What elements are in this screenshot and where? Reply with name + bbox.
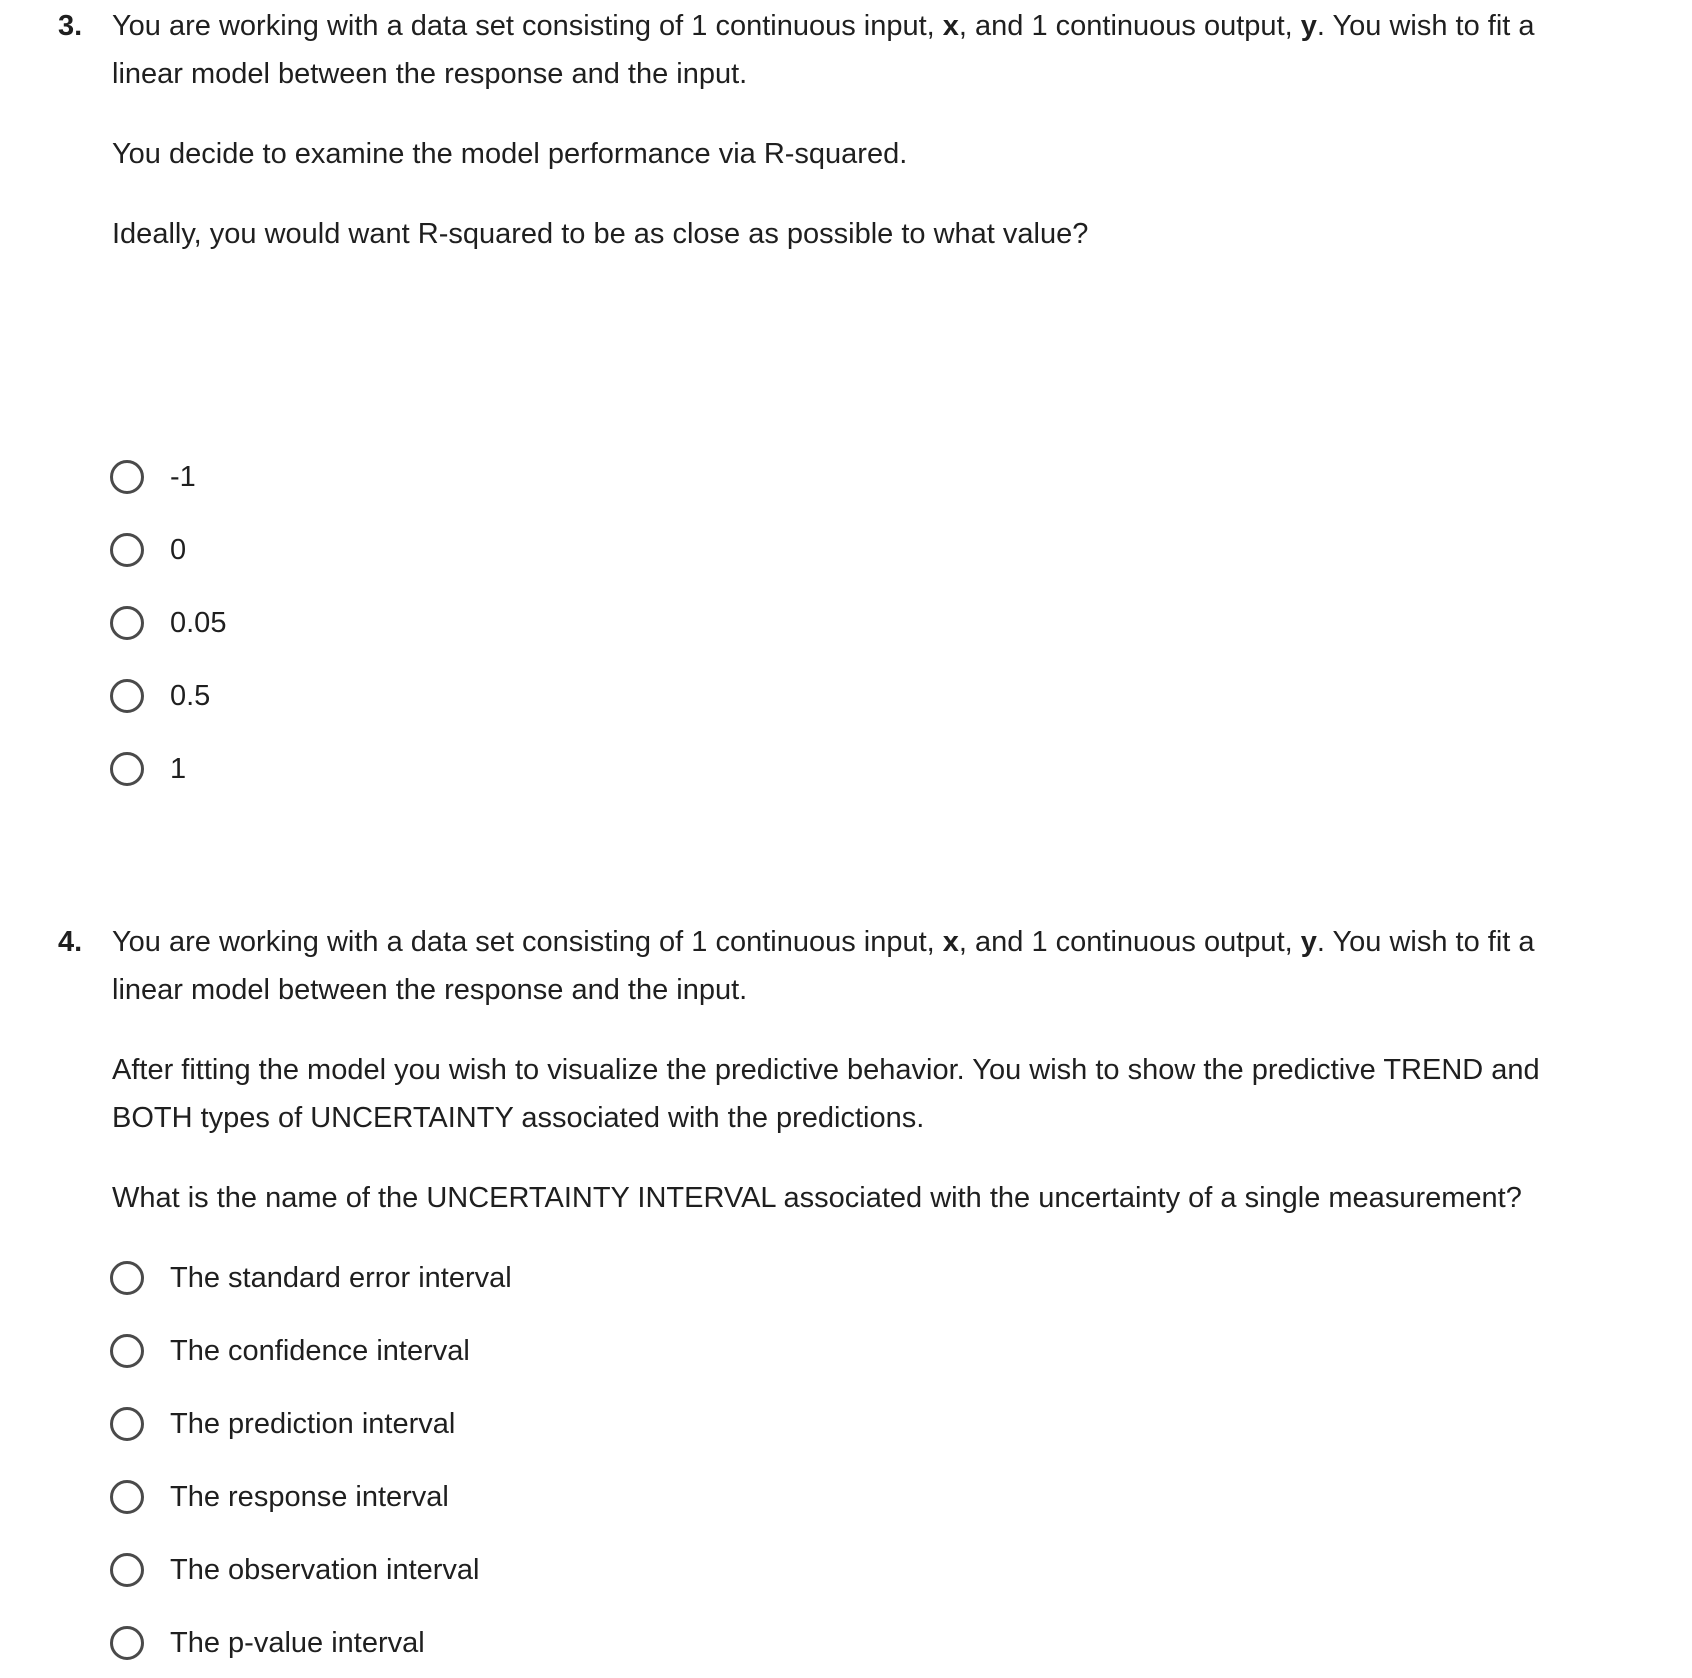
option-q4-e[interactable] <box>110 1550 512 1590</box>
variable-x: x <box>942 926 959 958</box>
option-q4-b[interactable] <box>110 1331 512 1371</box>
radio-button-icon[interactable] <box>110 1480 144 1514</box>
radio-button-icon[interactable] <box>110 1334 144 1368</box>
option-label: The observation interval <box>170 1554 480 1586</box>
option-q4-d[interactable] <box>110 1477 512 1517</box>
radio-button-icon[interactable] <box>110 1553 144 1587</box>
intro-text: You are working with a data set consisting of 1 continuous input, <box>112 926 943 958</box>
question-prompt: Ideally, you would want R-squared to be as close as possible to what value? <box>112 218 1089 250</box>
answer-options-q4 <box>110 1258 512 1663</box>
radio-button-icon[interactable] <box>110 1407 144 1441</box>
variable-x: x <box>942 10 959 42</box>
question-intro <box>112 2 1612 98</box>
question-paragraph: After fitting the model you wish to visualize the predictive behavior. You wish to show the predictive TREND and BOTH types of UNCERTAINTY associated with the predictions. <box>112 1054 1540 1134</box>
variable-y: y <box>1300 10 1317 42</box>
option-q3-a[interactable] <box>110 457 226 497</box>
variable-y: y <box>1300 926 1317 958</box>
option-label: 1 <box>170 753 187 785</box>
radio-button-icon[interactable] <box>110 679 144 713</box>
option-q3-b[interactable] <box>110 530 226 570</box>
option-label: 0 <box>170 534 187 566</box>
question-number: 3. <box>58 10 83 42</box>
intro-text: , and 1 continuous output, <box>958 926 1301 958</box>
question-intro <box>112 918 1612 1014</box>
radio-button-icon[interactable] <box>110 606 144 640</box>
answer-options-q3 <box>110 457 226 789</box>
question-body <box>112 2 1612 258</box>
question-number: 4. <box>58 926 83 958</box>
option-q3-e[interactable] <box>110 749 226 789</box>
option-q3-d[interactable] <box>110 676 226 716</box>
option-q4-a[interactable] <box>110 1258 512 1298</box>
option-label: The response interval <box>170 1481 449 1513</box>
option-label: The p-value interval <box>170 1627 425 1659</box>
radio-button-icon[interactable] <box>110 1626 144 1660</box>
question-prompt: What is the name of the UNCERTAINTY INTERVAL associated with the uncertainty of a single measurement? <box>112 1182 1522 1214</box>
option-label: The confidence interval <box>170 1335 470 1367</box>
option-label: The standard error interval <box>170 1262 512 1294</box>
option-label: 0.05 <box>170 607 227 639</box>
option-q4-c[interactable] <box>110 1404 512 1444</box>
radio-button-icon[interactable] <box>110 1261 144 1295</box>
intro-text: . You wish to fit a linear model between the response and the input. <box>112 926 1535 1006</box>
radio-button-icon[interactable] <box>110 533 144 567</box>
option-q4-f[interactable] <box>110 1623 512 1663</box>
option-label: The prediction interval <box>170 1408 456 1440</box>
question-body <box>112 918 1612 1222</box>
option-label: 0.5 <box>170 680 211 712</box>
option-label: -1 <box>170 461 196 493</box>
intro-text: , and 1 continuous output, <box>958 10 1301 42</box>
intro-text: . You wish to fit a linear model between the response and the input. <box>112 10 1535 90</box>
radio-button-icon[interactable] <box>110 460 144 494</box>
intro-text: You are working with a data set consisting of 1 continuous input, <box>112 10 943 42</box>
option-q3-c[interactable] <box>110 603 226 643</box>
radio-button-icon[interactable] <box>110 752 144 786</box>
question-paragraph: You decide to examine the model performance via R-squared. <box>112 138 908 170</box>
